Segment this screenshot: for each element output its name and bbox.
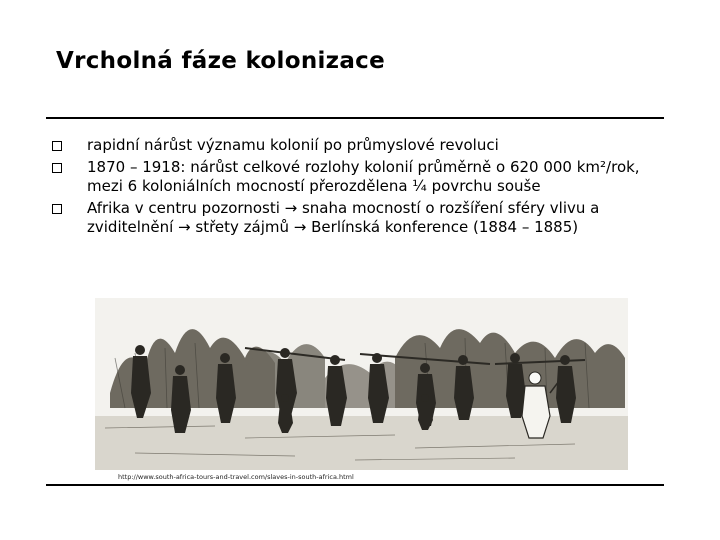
- bullet-item: [50, 199, 665, 238]
- image-source-caption: http://www.south-africa-tours-and-travel.com/slaves-in-south-africa.html: [118, 473, 354, 481]
- square-bullet-icon: [52, 163, 62, 173]
- bullet-item: [50, 136, 665, 156]
- bullet-text: 1870 – 1918: nárůst celkové rozlohy kolonií průměrně o 620 000 km²/rok, mezi 6 koloniálních mocností přerozdělena ¼ povrchu souše: [87, 157, 640, 195]
- engraving-image: [95, 298, 628, 470]
- square-bullet-icon: [52, 204, 62, 214]
- bullet-item: [50, 158, 665, 197]
- bullet-text: Afrika v centru pozornosti → snaha mocností o rozšíření sféry vlivu a zviditelnění → střety zájmů → Berlínská konference (1884 – 1885): [87, 198, 600, 236]
- engraving-slaves-in-chains-image: [95, 298, 628, 470]
- bullet-list: [50, 136, 665, 240]
- slide-title: Vrcholná fáze kolonizace: [56, 48, 386, 74]
- bottom-divider: [46, 484, 664, 486]
- bullet-text: rapidní nárůst významu kolonií po průmyslové revoluci: [87, 136, 499, 154]
- square-bullet-icon: [52, 141, 62, 151]
- title-divider: [46, 117, 664, 119]
